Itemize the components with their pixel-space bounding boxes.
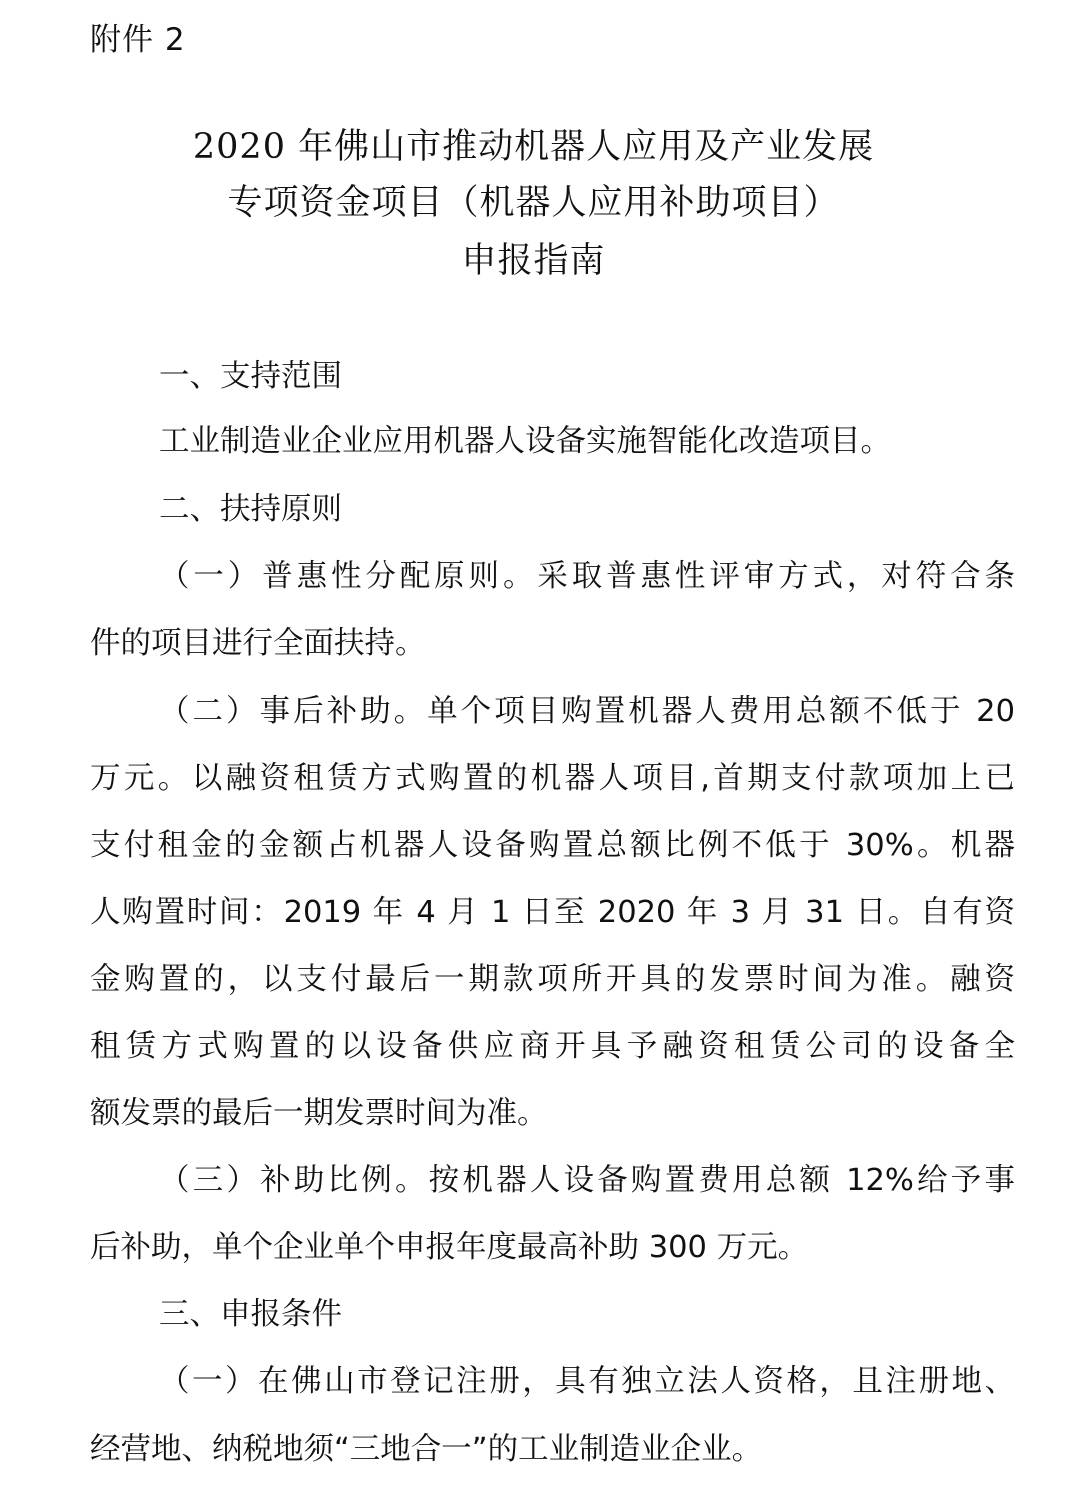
paragraph-line: （一）在佛山市登记注册，具有独立法人资格，且注册地、 (159, 1364, 1015, 1399)
paragraph-line: 后补助，单个企业单个申报年度最高补助 300 万元。 (90, 1230, 809, 1265)
title-line-3: 申报指南 (461, 241, 606, 281)
paragraph-line: 人购置时间：2019 年 4 月 1 日至 2020 年 3 月 31 日。自有资 (90, 895, 1015, 930)
section-heading-support-scope: 一、支持范围 (159, 359, 342, 394)
paragraph-line: 经营地、纳税地须“三地合一”的工业制造业企业。 (90, 1432, 763, 1467)
paragraph-line: 额发票的最后一期发票时间为准。 (90, 1096, 548, 1131)
section-heading-conditions: 三、申报条件 (159, 1297, 342, 1332)
paragraph-line: （一）普惠性分配原则。采取普惠性评审方式，对符合条 (159, 559, 1015, 594)
title-line-2: 专项资金项目（机器人应用补助项目） (227, 183, 840, 223)
attachment-label: 附件 2 (90, 22, 186, 58)
paragraph-line: 万元。以融资租赁方式购置的机器人项目,首期支付款项加上已 (90, 761, 1015, 796)
paragraph-line: （三）补助比例。按机器人设备购置费用总额 12%给予事 (159, 1163, 1015, 1198)
paragraph-line: 支付租金的金额占机器人设备购置总额比例不低于 30%。机器 (90, 828, 1015, 863)
paragraph-line: 金购置的，以支付最后一期款项所开具的发票时间为准。融资 (90, 962, 1015, 997)
paragraph-line: 工业制造业企业应用机器人设备实施智能化改造项目。 (159, 424, 891, 459)
paragraph-line: （二）事后补助。单个项目购置机器人费用总额不低于 20 (159, 694, 1015, 729)
section-heading-principles: 二、扶持原则 (159, 492, 342, 527)
paragraph-line: 件的项目进行全面扶持。 (90, 626, 426, 661)
paragraph-line: 租赁方式购置的以设备供应商开具予融资租赁公司的设备全 (90, 1029, 1015, 1064)
title-line-1: 2020 年佛山市推动机器人应用及产业发展 (192, 127, 875, 167)
